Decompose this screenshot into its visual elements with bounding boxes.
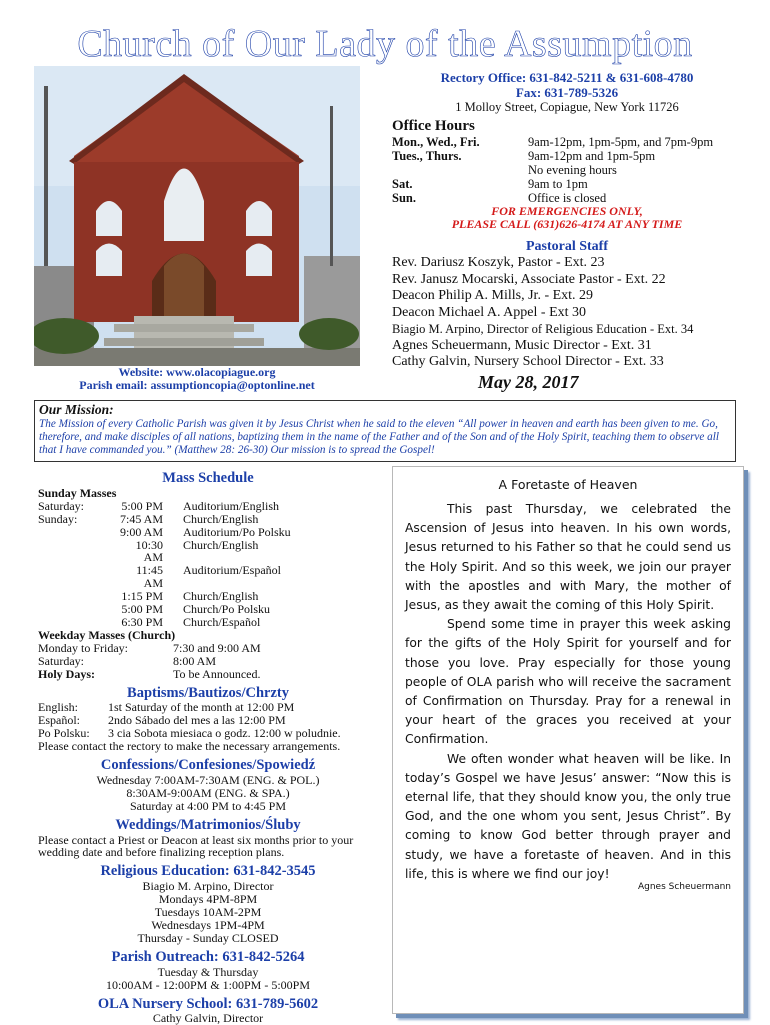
- confession-line: Wednesday 7:00AM-7:30AM (ENG. & POL.): [96, 772, 320, 787]
- rectory-fax: Fax: 631-789-5326: [515, 85, 619, 100]
- religious-ed-line: Wednesdays 1PM-4PM: [151, 918, 265, 932]
- weddings-title: Weddings/Matrimonios/Śluby: [115, 816, 301, 833]
- staff-member: Deacon Michael A. Appel - Ext 30: [392, 304, 587, 320]
- schedule-column: [38, 472, 378, 1025]
- mission-text: The Mission of every Catholic Parish was given it by Jesus Christ when he said to the eleven “All power in heaven and earth has been given to me. Go, therefore, and make disciples of all nations, baptizing them in the name of the Father and of the Son and of the Holy Spirit, teaching them to observe all that I have commanded you.” (Matthew 28: 26-30) Our mission is to spread the Gospel!: [39, 418, 719, 456]
- religious-ed-line: Biagio M. Arpino, Director: [142, 879, 274, 894]
- religious-ed-title: Religious Education: 631-842-3545: [100, 863, 316, 880]
- outreach-title: Parish Outreach: 631-842-5264: [111, 948, 305, 965]
- nursery-title: OLA Nursery School: 631-789-5602: [97, 995, 319, 1012]
- rectory-phones: Rectory Office: 631-842-5211 & 631-608-4780: [440, 70, 694, 85]
- weddings-text: Please contact a Priest or Deacon at least six months prior to your wedding date and before finalizing reception plans.: [38, 832, 354, 860]
- weekday-row: Saturday: 8:00 AM: [38, 653, 217, 668]
- religious-ed-line: Tuesdays 10AM-2PM: [154, 905, 262, 920]
- staff-member: Agnes Scheuermann, Music Director - Ext. 31: [392, 337, 652, 353]
- mass-row: 10:30 AM Church/English: [135, 537, 259, 565]
- weekday-row: Holy Days: To be Announced.: [38, 666, 261, 681]
- mass-row: Sunday: 7:45 AM Church/English: [38, 511, 259, 526]
- emergency-line-1: FOR EMERGENCIES ONLY,: [491, 204, 643, 218]
- religious-ed-line: Mondays 4PM-8PM: [158, 892, 258, 907]
- website-block: [34, 366, 360, 392]
- nursery-line: Cathy Galvin, Director: [152, 1011, 264, 1025]
- office-hours-row: Sat. 9am to 1pm: [392, 177, 588, 191]
- article-signature: Agnes Scheuermann: [637, 882, 731, 893]
- staff-member: Biagio M. Arpino, Director of Religious Education - Ext. 34: [392, 322, 694, 336]
- article-paragraph: We often wonder what heaven will be like. In today’s Gospel we have Jesus’ answer: “Now this is eternal life, that they should know you, the only true God, and the one whom you sent, Jesus Christ”. By coming to know God better through prayer and study, we have a foretaste of heaven. And in this life, this is where we find our joy!: [405, 751, 731, 881]
- staff-member: Cathy Galvin, Nursery School Director - Ext. 33: [392, 354, 664, 369]
- page-title: Church of Our Lady of the Assumption: [77, 23, 693, 65]
- website-link[interactable]: Website: www.olacopiague.org: [118, 365, 276, 379]
- baptism-row: English: 1st Saturday of the month at 12:00 PM: [38, 700, 295, 715]
- office-hours-title: Office Hours: [392, 118, 475, 134]
- mass-row: 1:15 PM Church/English: [121, 589, 259, 604]
- pastoral-staff-title: Pastoral Staff: [525, 239, 609, 254]
- article-paragraph: This past Thursday, we celebrated the Ascension of Jesus into heaven. In his own words, Jesus returned to his Father so that he could send us the Holy Spirit. And so this week, we join our prayer with the apostles and with Mary, the mother of Jesus, as they await the coming of this Holy Spirit.: [405, 502, 731, 613]
- confession-line: 8:30AM-9:00AM (ENG. & SPA.): [126, 785, 290, 800]
- baptisms-title: Baptisms/Bautizos/Chrzty: [127, 684, 289, 701]
- church-photo: [34, 66, 360, 366]
- article-body: [405, 500, 731, 884]
- article-title: A Foretaste of Heaven: [498, 477, 638, 492]
- mass-schedule-title: Mass Schedule: [162, 470, 254, 486]
- mission-box: [34, 400, 736, 462]
- parish-email-link[interactable]: Parish email: assumptioncopia@optonline.net: [79, 378, 315, 392]
- mass-row: 5:00 PM Church/Po Polsku: [121, 602, 271, 617]
- mission-heading: Our Mission:: [39, 402, 114, 417]
- article-paragraph: Spend some time in prayer this week asking for the gifts of the Holy Spirit for yourself and for those you love. Pray especially for those young people of OLA parish who will receive the sacrament of Confirmation on Thursday. Pray for a renewal in your heart of the graces you received at your Confirmation.: [405, 617, 731, 747]
- emergency-line-2: PLEASE CALL (631)626-4174 AT ANY TIME: [451, 217, 683, 231]
- outreach-line: Tuesday & Thursday: [157, 964, 259, 979]
- outreach-line: 10:00AM - 12:00PM & 1:00PM - 5:00PM: [105, 977, 311, 992]
- rectory-address: 1 Molloy Street, Copiague, New York 11726: [455, 100, 679, 114]
- mass-row: 6:30 PM Church/Español: [121, 614, 261, 629]
- article-box: [392, 466, 744, 1014]
- staff-member: Deacon Philip A. Mills, Jr. - Ext. 29: [392, 288, 594, 303]
- baptism-note: Please contact the rectory to make the necessary arrangements.: [38, 739, 341, 754]
- office-hours-row: Sun. Office is closed: [392, 191, 607, 205]
- mass-row: 11:45 AM Auditorium/Español: [136, 563, 281, 591]
- staff-member: Rev. Janusz Mocarski, Associate Pastor - Ext. 22: [392, 271, 666, 287]
- weekday-masses-label: Weekday Masses (Church): [38, 627, 176, 642]
- mass-row: Saturday: 5:00 PM Auditorium/English: [38, 498, 279, 513]
- religious-ed-line: Thursday - Sunday CLOSED: [137, 930, 279, 945]
- office-hours-row: No evening hours: [528, 163, 617, 177]
- rectory-block: [392, 70, 742, 371]
- confession-line: Saturday at 4:00 PM to 4:45 PM: [129, 798, 286, 813]
- staff-member: Rev. Dariusz Koszyk, Pastor - Ext. 23: [392, 255, 605, 270]
- sunday-masses-label: Sunday Masses: [38, 485, 117, 500]
- office-hours-row: Mon., Wed., Fri. 9am-12pm, 1pm-5pm, and 7pm-9pm: [392, 135, 714, 149]
- confessions-title: Confessions/Confesiones/Spowiedź: [100, 757, 316, 774]
- mass-row: 9:00 AM Auditorium/Po Polsku: [119, 524, 291, 539]
- office-hours-row: Tues., Thurs. 9am-12pm and 1pm-5pm: [392, 149, 656, 163]
- weekday-row: Monday to Friday: 7:30 and 9:00 AM: [38, 640, 261, 655]
- bulletin-date: May 28, 2017: [478, 372, 579, 392]
- baptism-row: Español: 2ndo Sábado del mes a las 12:00 PM: [38, 713, 286, 728]
- baptism-row: Po Polsku: 3 cia Sobota miesiaca o godz. 12:00 w poludnie.: [38, 726, 341, 741]
